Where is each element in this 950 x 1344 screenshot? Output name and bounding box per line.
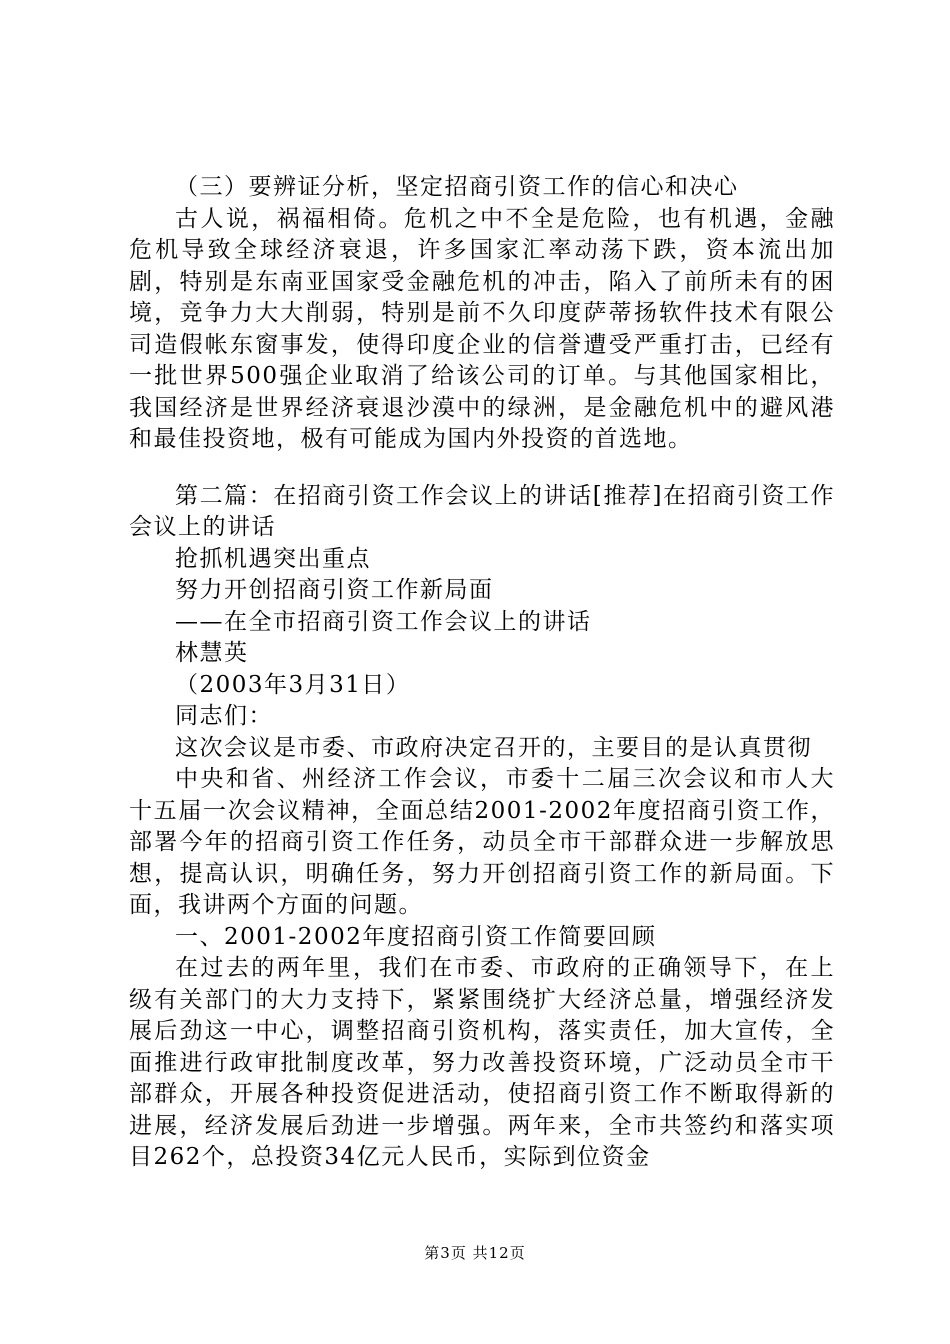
speech-date: （2003年3月31日） (175, 671, 411, 698)
speech-title-line-1: 抢抓机遇突出重点 (175, 545, 371, 572)
page-footer: 第3页 共12页 (424, 1244, 526, 1262)
section-heading: （三）要辨证分析，坚定招商引资工作的信心和决心 (175, 174, 739, 200)
document-body (129, 172, 835, 1174)
paragraph: 中央和省、州经济工作会议，市委十二届三次会议和市人大十五届一次会议精神，全面总结2001-2002年度招商引资工作，部署今年的招商引资工作任务，动员全市干部群众进一步解放思想，提高认识，明确任务，努力开创招商引资工作的新局面。下面，我讲两个方面的问题。 (129, 766, 835, 918)
speech-subtitle: ——在全市招商引资工作会议上的讲话 (175, 608, 592, 635)
speech-title-line-2: 努力开创招商引资工作新局面 (175, 577, 494, 603)
salutation: 同志们： (175, 703, 273, 729)
paragraph: 在过去的两年里，我们在市委、市政府的正确领导下，在上级有关部门的大力支持下，紧紧围绕扩大经济总量，增强经济发展后劲这一中心，调整招商引资机构，落实责任，加大宣传，全面推进行政审批制度改革，努力改善投资环境，广泛动员全市干部群众，开展各种投资促进活动，使招商引资工作不断取得新的进展，经济发展后劲进一步增强。两年来，全市共签约和落实项目262个，总投资34亿元人民币，实际到位资金 (129, 955, 835, 1170)
speaker-name: 林慧英 (175, 640, 249, 666)
paragraph-spacer (129, 456, 835, 481)
paragraph: 古人说，祸福相倚。危机之中不全是危险，也有机遇，金融危机导致全球经济衰退，许多国家汇率动荡下跌，资本流出加剧，特别是东南亚国家受金融危机的冲击，陷入了前所未有的困境，竞争力大大削弱，特别是前不久印度萨蒂扬软件技术有限公司造假帐东窗事发，使得印度企业的信誉遭受严重打击，已经有一批世界500强企业取消了给该公司的订单。与其他国家相比，我国经济是世界经济衰退沙漠中的绿洲，是金融危机中的避风港和最佳投资地，极有可能成为国内外投资的首选地。 (129, 205, 835, 452)
article-title: 第二篇：在招商引资工作会议上的讲话[推荐]在招商引资工作会议上的讲话 (129, 482, 835, 540)
section-heading: 一、2001-2002年度招商引资工作简要回顾 (175, 923, 657, 950)
paragraph: 这次会议是市委、市政府决定召开的，主要目的是认真贯彻 (175, 734, 812, 761)
